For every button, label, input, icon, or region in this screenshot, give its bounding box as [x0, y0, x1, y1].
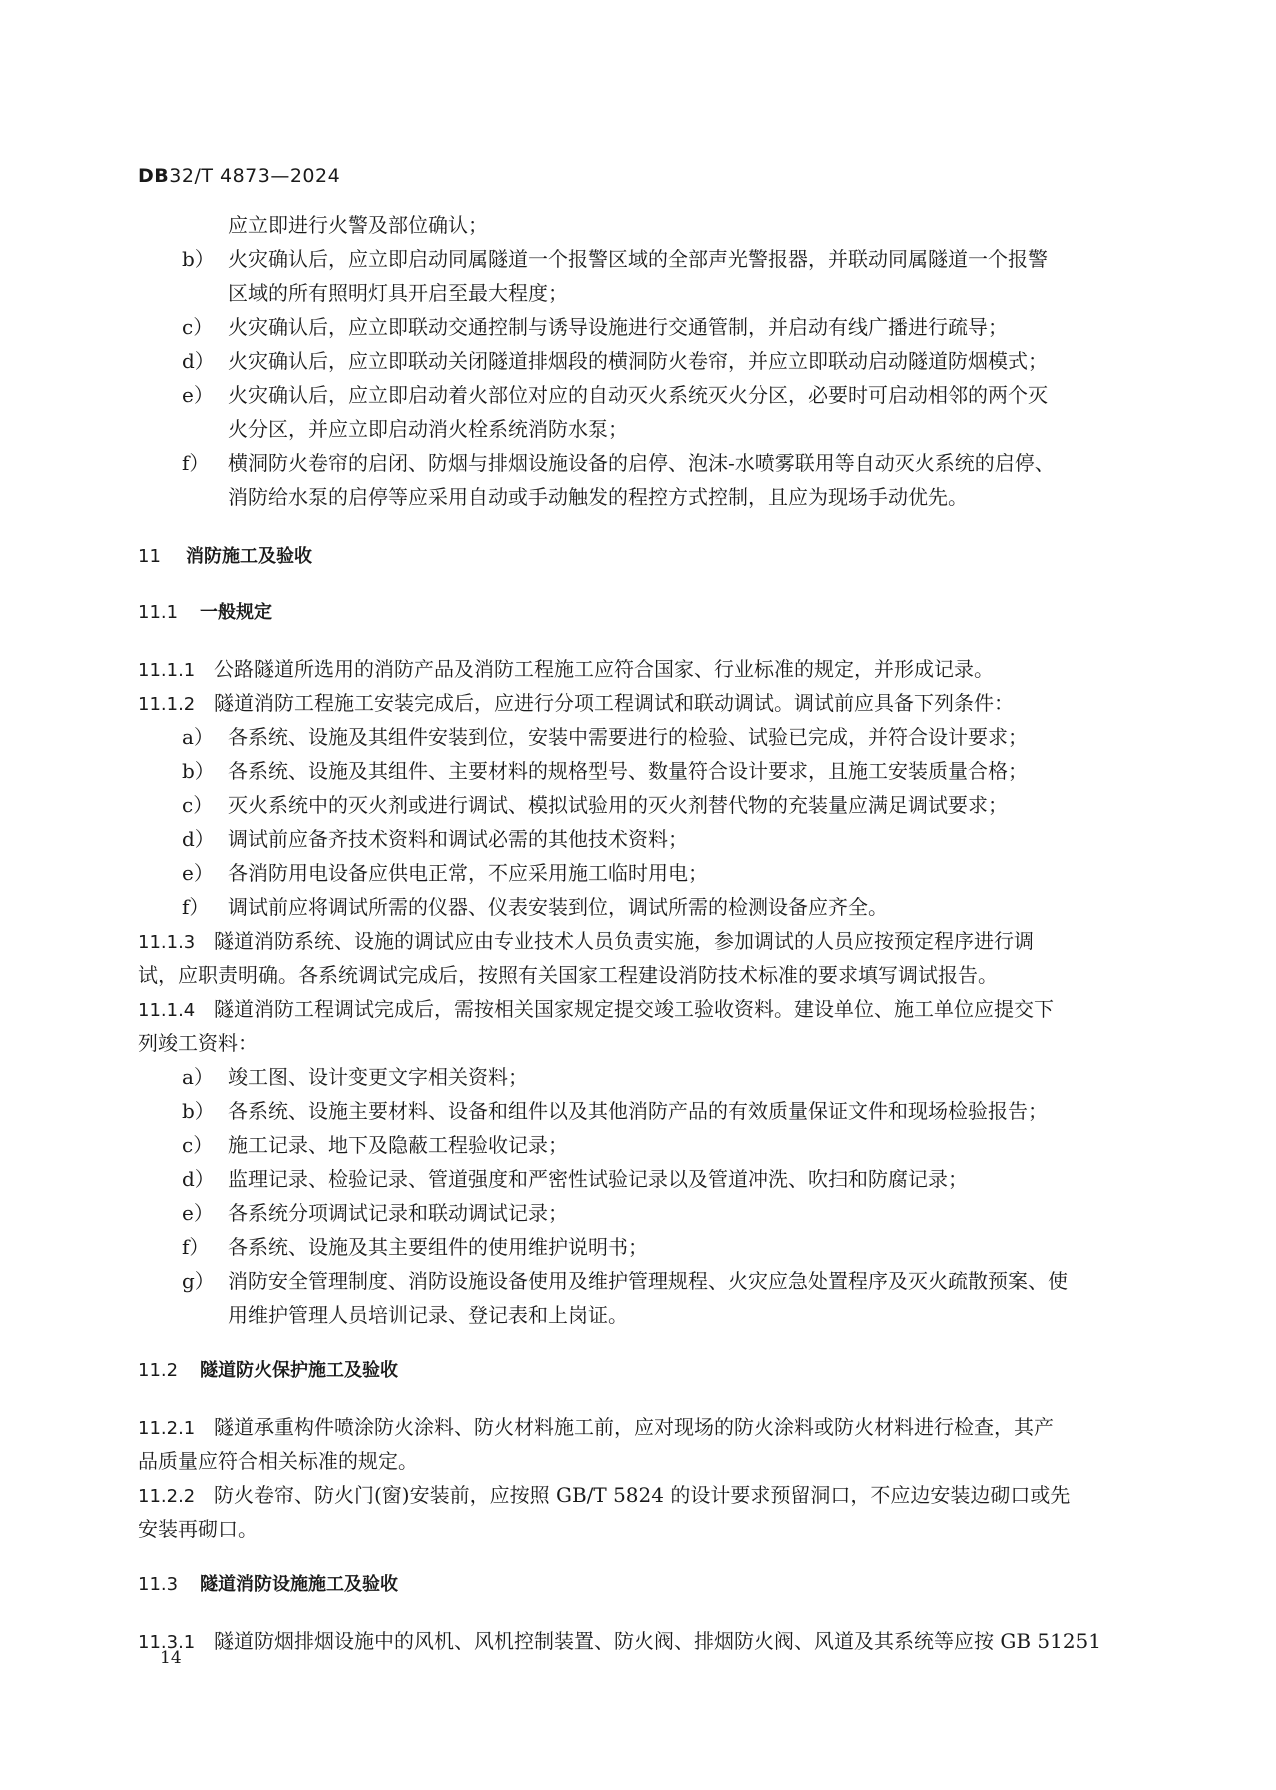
list-item-label: b） [182, 1099, 215, 1123]
section-heading [138, 596, 1138, 630]
clause-number: 11.2.1 [138, 1418, 196, 1439]
list-item-continuation: 消防给水泵的启停等应采用自动或手动触发的程控方式控制，且应为现场手动优先。 [228, 485, 968, 509]
list-item [138, 446, 1138, 480]
section-title: 隧道消防设施施工及验收 [200, 1574, 398, 1595]
header-code: 32/T 4873—2024 [169, 165, 341, 187]
list-item-label: g） [182, 1269, 215, 1293]
clause-continuation: 品质量应符合相关标准的规定。 [138, 1449, 418, 1473]
list-item-label: b） [182, 247, 215, 271]
list-item-text: 灭火系统中的灭火剂或进行调试、模拟试验用的灭火剂替代物的充装量应满足调试要求； [228, 793, 1008, 817]
list-item-text: 消防安全管理制度、消防设施设备使用及维护管理规程、火灾应急处置程序及灭火疏散预案、使 [228, 1269, 1068, 1293]
clause [138, 1410, 1138, 1444]
list-item-text: 火灾确认后，应立即联动关闭隧道排烟段的横洞防火卷帘，并应立即联动启动隧道防烟模式； [228, 349, 1048, 373]
list-item [138, 378, 1138, 412]
list-item-text: 监理记录、检验记录、管道强度和严密性试验记录以及管道冲洗、吹扫和防腐记录； [228, 1167, 968, 1191]
list-item-label: d） [182, 1167, 215, 1191]
list-item-label: a） [182, 725, 214, 749]
list-item-label: f） [182, 895, 210, 919]
header-prefix: DB [138, 165, 170, 187]
list-item [138, 754, 1138, 788]
list-item-text: 火灾确认后，应立即启动同属隧道一个报警区域的全部声光警报器，并联动同属隧道一个报警 [228, 247, 1048, 271]
clause-text: 公路隧道所选用的消防产品及消防工程施工应符合国家、行业标准的规定，并形成记录。 [214, 657, 994, 681]
list-item-continuation: 区域的所有照明灯具开启至最大程度； [228, 281, 568, 305]
list-item [138, 856, 1138, 890]
list-item-label: e） [182, 1201, 214, 1225]
clause-text: 隧道消防工程施工安装完成后，应进行分项工程调试和联动调试。调试前应具备下列条件： [214, 691, 1014, 715]
list-item [138, 890, 1138, 924]
section-heading [138, 1354, 1138, 1388]
clause [138, 1624, 1138, 1658]
clause-number: 11.3.1 [138, 1632, 196, 1653]
list-item [138, 720, 1138, 754]
list-item-text: 火灾确认后，应立即联动交通控制与诱导设施进行交通管制，并启动有线广播进行疏导； [228, 315, 1008, 339]
list-item [138, 1060, 1138, 1094]
section-number: 11.2 [138, 1360, 179, 1381]
list-item [138, 1094, 1138, 1128]
clause-text: 隧道消防系统、设施的调试应由专业技术人员负责实施，参加调试的人员应按预定程序进行调 [214, 929, 1034, 953]
list-item-text: 各消防用电设备应供电正常，不应采用施工临时用电； [228, 861, 708, 885]
list-item-text: 各系统分项调试记录和联动调试记录； [228, 1201, 568, 1225]
clause-number: 11.1.2 [138, 694, 196, 715]
list-item-label: f） [182, 451, 210, 475]
clause-continuation: 试，应职责明确。各系统调试完成后，按照有关国家工程建设消防技术标准的要求填写调试报告。 [138, 963, 998, 987]
list-item-text: 横洞防火卷帘的启闭、防烟与排烟设施设备的启停、泡沫-水喷雾联用等自动灭火系统的启停、 [228, 451, 1055, 475]
list-item [138, 242, 1138, 276]
body-content [138, 208, 1138, 1658]
list-item-label: c） [182, 793, 214, 817]
page-number: 14 [160, 1648, 182, 1668]
list-item-text: 施工记录、地下及隐蔽工程验收记录； [228, 1133, 568, 1157]
section-heading [138, 1568, 1138, 1602]
list-item-text: 竣工图、设计变更文字相关资料； [228, 1065, 528, 1089]
clause [138, 686, 1138, 720]
clause [138, 924, 1138, 958]
list-item-continuation: 用维护管理人员培训记录、登记表和上岗证。 [228, 1303, 628, 1327]
list-item [138, 310, 1138, 344]
clause-text: 隧道承重构件喷涂防火涂料、防火材料施工前，应对现场的防火涂料或防火材料进行检查，其产 [214, 1415, 1054, 1439]
list-item [138, 788, 1138, 822]
section-number: 11.1 [138, 602, 179, 623]
list-item-text: 各系统、设施及其主要组件的使用维护说明书； [228, 1235, 648, 1259]
chapter-heading [138, 540, 1138, 574]
list-item-text: 调试前应将调试所需的仪器、仪表安装到位，调试所需的检测设备应齐全。 [228, 895, 888, 919]
list-item-label: e） [182, 383, 214, 407]
list-item-text: 火灾确认后，应立即启动着火部位对应的自动灭火系统灭火分区，必要时可启动相邻的两个灭 [228, 383, 1048, 407]
list-item [138, 1230, 1138, 1264]
list-item [138, 1196, 1138, 1230]
list-item-label: c） [182, 315, 214, 339]
clause-continuation: 安装再砌口。 [138, 1517, 258, 1541]
standard-code-header [138, 165, 340, 187]
list-item-label: c） [182, 1133, 214, 1157]
list-item-label: f） [182, 1235, 210, 1259]
list-item-text: 各系统、设施及其组件安装到位，安装中需要进行的检验、试验已完成，并符合设计要求； [228, 725, 1028, 749]
clause-number: 11.1.3 [138, 932, 196, 953]
list-item-label: d） [182, 349, 215, 373]
list-item-label: a） [182, 1065, 214, 1089]
list-item [138, 344, 1138, 378]
list-item [138, 1128, 1138, 1162]
clause-number: 11.1.4 [138, 1000, 196, 1021]
list-item-continuation: 火分区，并应立即启动消火栓系统消防水泵； [228, 417, 628, 441]
list-item-label: e） [182, 861, 214, 885]
list-item-label: d） [182, 827, 215, 851]
chapter-title: 消防施工及验收 [186, 546, 312, 567]
clause-number: 11.1.1 [138, 660, 196, 681]
list-item [138, 1162, 1138, 1196]
clause [138, 1478, 1138, 1512]
clause-continuation: 列竣工资料： [138, 1031, 258, 1055]
clause-number: 11.2.2 [138, 1486, 196, 1507]
section-number: 11.3 [138, 1574, 179, 1595]
item-continuation: 应立即进行火警及部位确认； [228, 213, 488, 237]
clause [138, 652, 1138, 686]
list-item-text: 调试前应备齐技术资料和调试必需的其他技术资料； [228, 827, 688, 851]
section-title: 隧道防火保护施工及验收 [200, 1360, 398, 1381]
list-item-label: b） [182, 759, 215, 783]
clause-text: 防火卷帘、防火门(窗)安装前，应按照 GB/T 5824 的设计要求预留洞口，不应边安装边砌口或先 [214, 1483, 1071, 1507]
section-title: 一般规定 [200, 602, 272, 623]
list-item [138, 1264, 1138, 1298]
list-item-text: 各系统、设施及其组件、主要材料的规格型号、数量符合设计要求，且施工安装质量合格； [228, 759, 1028, 783]
list-item [138, 822, 1138, 856]
clause-text: 隧道防烟排烟设施中的风机、风机控制装置、防火阀、排烟防火阀、风道及其系统等应按 GB 51251 [214, 1629, 1102, 1653]
clause [138, 992, 1138, 1026]
chapter-number: 11 [138, 546, 161, 567]
clause-text: 隧道消防工程调试完成后，需按相关国家规定提交竣工验收资料。建设单位、施工单位应提交下 [214, 997, 1054, 1021]
list-item-text: 各系统、设施主要材料、设备和组件以及其他消防产品的有效质量保证文件和现场检验报告； [228, 1099, 1048, 1123]
